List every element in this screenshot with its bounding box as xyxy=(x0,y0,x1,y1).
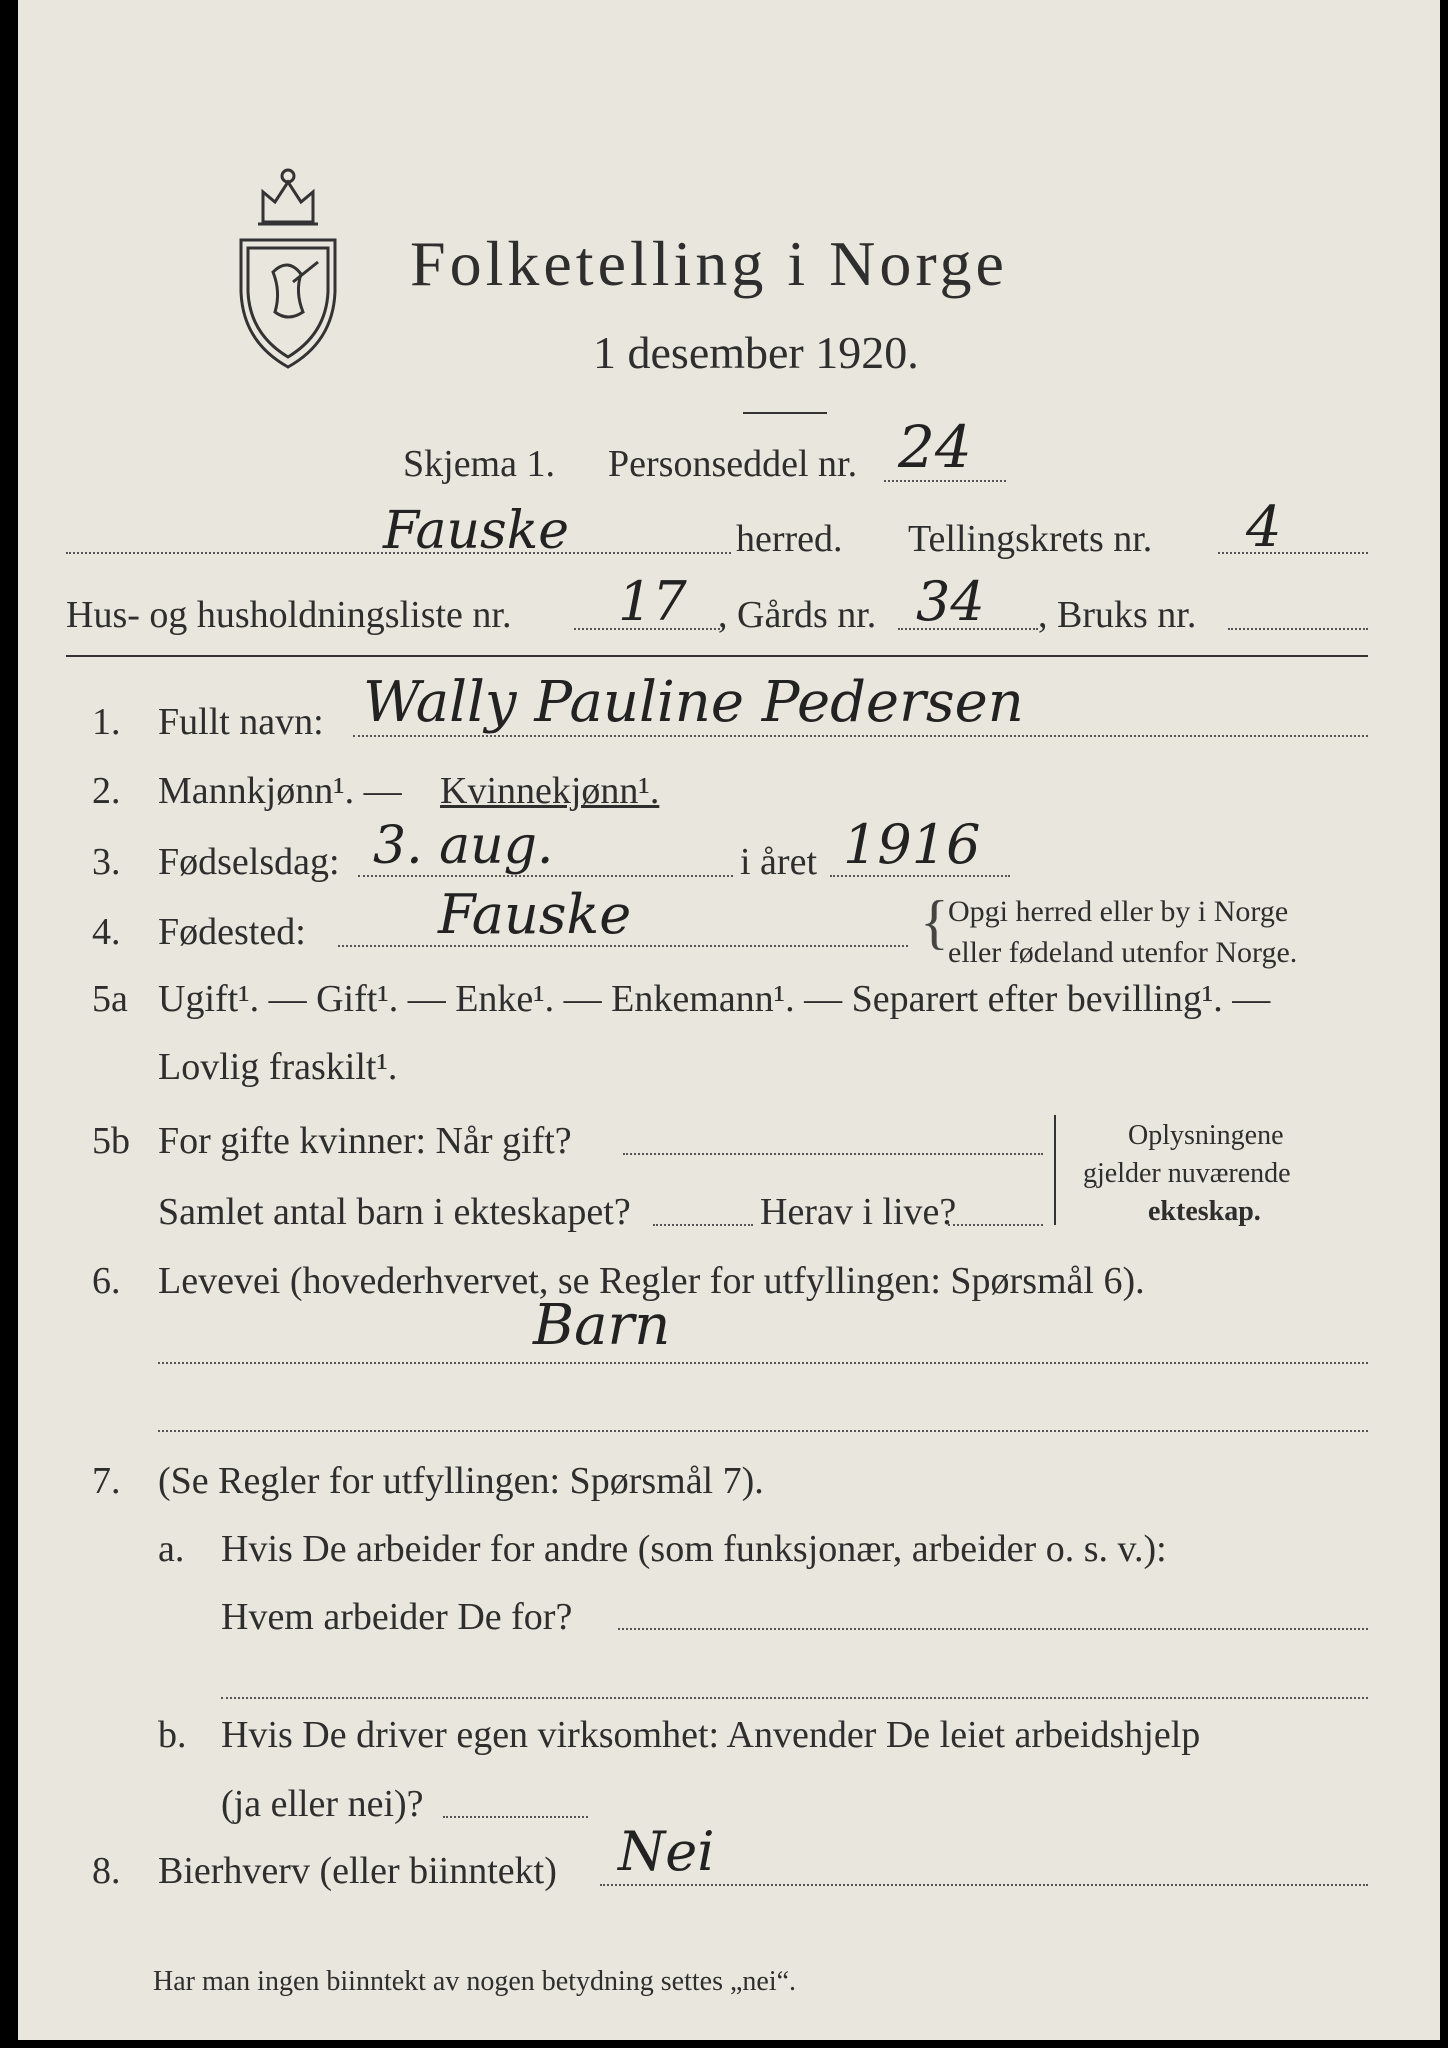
q6-number: 6. xyxy=(92,1260,121,1302)
birthplace-note-brace: { xyxy=(920,889,949,955)
q2-label-male: Mannkjønn¹. — xyxy=(158,770,402,812)
occupation-field-2 xyxy=(158,1430,1368,1432)
marital-status-options: Ugift¹. — Gift¹. — Enke¹. — Enkemann¹. — Separert efter bevilling¹. — xyxy=(158,978,1271,1020)
q5b-note-1: Oplysningene xyxy=(1128,1120,1284,1151)
employer-field-1 xyxy=(618,1628,1368,1630)
when-married-field xyxy=(623,1153,1043,1155)
q5b-note-bar xyxy=(1054,1115,1056,1225)
birthplace-note-1: Opgi herred eller by i Norge xyxy=(948,895,1289,928)
q6-label: Levevei (hovederhvervet, se Regler for utfyllingen: Spørsmål 6). xyxy=(158,1260,1145,1302)
title-divider xyxy=(743,412,827,414)
q7a-line-2: Hvem arbeider De for? xyxy=(221,1596,573,1638)
q3-number: 3. xyxy=(92,841,121,883)
marital-status-divorced: Lovlig fraskilt¹. xyxy=(158,1046,398,1088)
occupation-value: Barn xyxy=(533,1293,671,1358)
children-total-field xyxy=(653,1224,753,1226)
husliste-label: Hus- og husholdningsliste nr. xyxy=(66,594,512,636)
gards-value: 34 xyxy=(916,570,985,633)
bruks-label: , Bruks nr. xyxy=(1038,594,1197,636)
bruks-field xyxy=(1228,628,1368,630)
q2-label-female: Kvinnekjønn¹. xyxy=(440,770,660,812)
q5a-number: 5a xyxy=(92,978,128,1020)
q1-label: Fullt navn: xyxy=(158,701,324,743)
personseddel-label: Personseddel nr. xyxy=(608,443,858,485)
q3-label: Fødselsdag: xyxy=(158,841,340,883)
footer-note: Har man ingen biinntekt av nogen betydning settes „nei“. xyxy=(153,1966,797,1997)
q5b-children-total: Samlet antal barn i ekteskapet? xyxy=(158,1191,631,1233)
birth-year-value: 1916 xyxy=(843,813,981,876)
gards-label: , Gårds nr. xyxy=(718,594,877,636)
herred-label: herred. xyxy=(736,518,843,560)
q8-label: Bierhverv (eller biinntekt) xyxy=(158,1850,557,1892)
q4-number: 4. xyxy=(92,911,121,953)
q5b-note-3: ekteskap. xyxy=(1148,1196,1261,1227)
norwegian-coat-of-arms-icon xyxy=(233,162,343,372)
side-income-field xyxy=(600,1884,1368,1886)
header-divider xyxy=(66,655,1368,657)
q2-number: 2. xyxy=(92,770,121,812)
full-name-value: Wally Pauline Pedersen xyxy=(363,670,1024,735)
q5b-note-2: gjelder nuværende xyxy=(1083,1158,1291,1189)
tellingskrets-value: 4 xyxy=(1246,495,1282,560)
census-date: 1 desember 1920. xyxy=(593,327,919,378)
husliste-value: 17 xyxy=(618,570,687,633)
q5b-when-married: For gifte kvinner: Når gift? xyxy=(158,1120,572,1162)
q5b-number: 5b xyxy=(92,1120,130,1162)
side-income-value: Nei xyxy=(618,1820,715,1883)
q7b-line-2: (ja eller nei)? xyxy=(221,1783,424,1825)
q7-label: (Se Regler for utfyllingen: Spørsmål 7). xyxy=(158,1460,764,1502)
q7a-line-1: Hvis De arbeider for andre (som funksjonær, arbeider o. s. v.): xyxy=(221,1528,1167,1570)
form-title: Folketelling i Norge xyxy=(410,228,1008,299)
q4-label: Fødested: xyxy=(158,911,306,953)
children-alive-field xyxy=(948,1224,1043,1226)
employer-field-2 xyxy=(221,1697,1368,1699)
hired-help-field xyxy=(443,1816,588,1818)
birthplace-note-2: eller fødeland utenfor Norge. xyxy=(948,936,1298,969)
q7a-letter: a. xyxy=(158,1528,185,1570)
tellingskrets-field xyxy=(1218,552,1368,554)
birthplace-value: Fauske xyxy=(438,883,632,946)
q7b-line-1: Hvis De driver egen virksomhet: Anvender De leiet arbeidshjelp xyxy=(221,1714,1201,1756)
tellingskrets-label: Tellingskrets nr. xyxy=(908,518,1153,560)
q7-number: 7. xyxy=(92,1460,121,1502)
q5b-children-alive: Herav i live? xyxy=(760,1191,957,1233)
herred-value: Fauske xyxy=(383,501,570,561)
year-label: i året xyxy=(740,841,818,883)
full-name-field xyxy=(353,735,1368,737)
schema-label: Skjema 1. xyxy=(403,443,555,485)
q7b-letter: b. xyxy=(158,1714,187,1756)
occupation-field-1 xyxy=(158,1362,1368,1364)
personseddel-value: 24 xyxy=(898,413,972,481)
q1-number: 1. xyxy=(92,701,121,743)
census-form xyxy=(18,0,1440,2040)
birthday-value: 3. aug. xyxy=(373,816,554,876)
q8-number: 8. xyxy=(92,1850,121,1892)
